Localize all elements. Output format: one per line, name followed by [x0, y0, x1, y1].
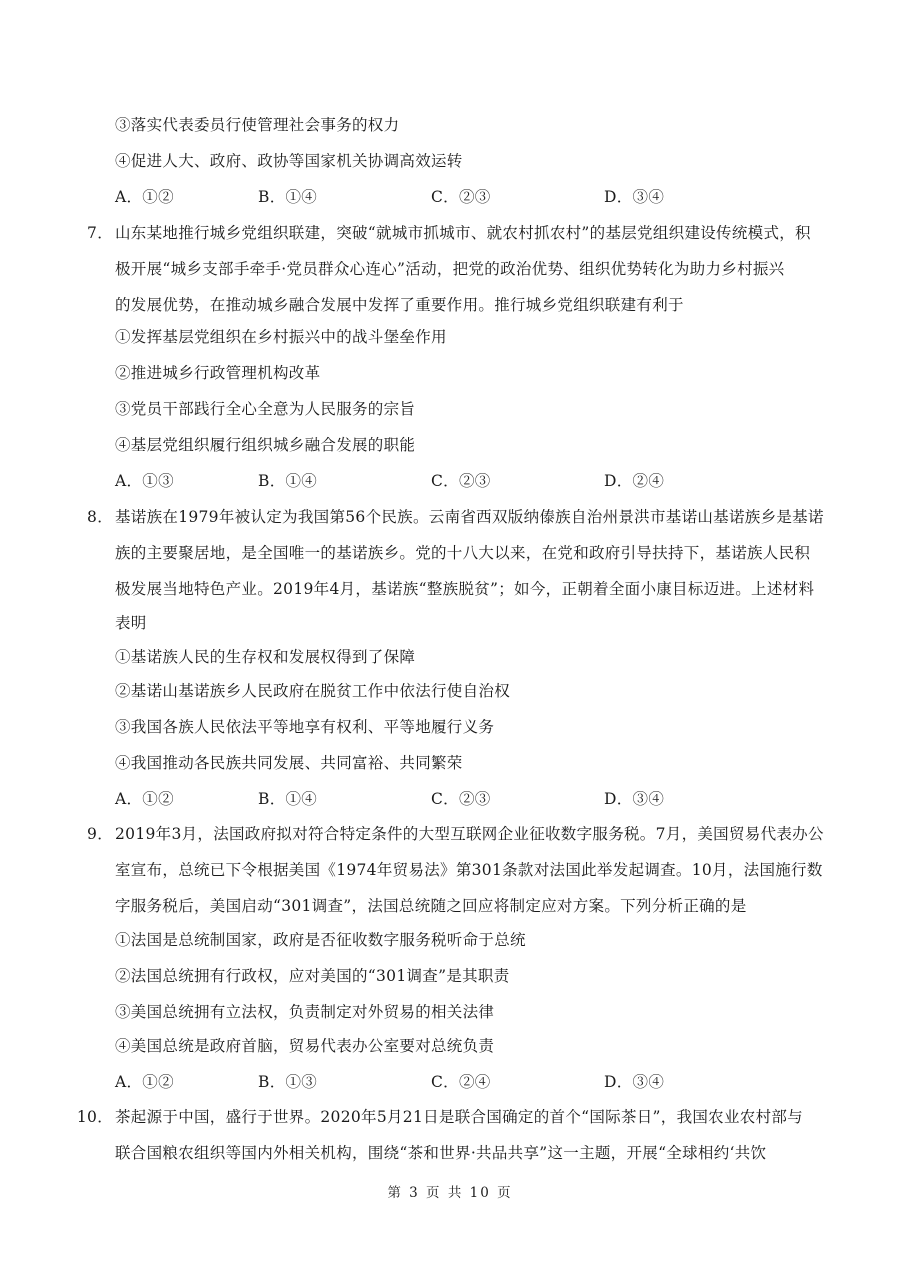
- q9-option-d: D．③④: [604, 1073, 665, 1091]
- q9-option-b: B．①③: [258, 1073, 318, 1091]
- q7-option-b: B．①④: [258, 472, 318, 490]
- q6-option-c: C．②③: [431, 188, 491, 206]
- q10-stem-line-2: 联合国粮农组织等国内外相关机构，围绕“茶和世界·共品共享”这一主题，开展“全球相约‘共饮: [115, 1144, 767, 1162]
- q7-item-3: ③党员干部践行全心全意为人民服务的宗旨: [115, 400, 416, 418]
- q9-number: 9．: [87, 825, 113, 843]
- q7-stem-text-1: 山东某地推行城乡党组织联建，突破“就城市抓城市、就农村抓农村”的基层党组织建设传统模式，积: [115, 224, 811, 242]
- q9-item-2: ②法国总统拥有行政权，应对美国的“301调查”是其职责: [115, 967, 510, 985]
- q7-item-1: ①发挥基层党组织在乡村振兴中的战斗堡垒作用: [115, 328, 447, 346]
- q7-option-d: D．②④: [604, 472, 665, 490]
- q7-stem-line-3: 的发展优势，在推动城乡融合发展中发挥了重要作用。推行城乡党组织联建有利于: [115, 296, 684, 314]
- q7-item-4: ④基层党组织履行组织城乡融合发展的职能: [115, 436, 416, 454]
- q6-item-4: ④促进人大、政府、政协等国家机关协调高效运转: [115, 152, 463, 170]
- q9-item-1: ①法国是总统制国家，政府是否征收数字服务税听命于总统: [115, 931, 526, 949]
- q8-option-c: C．②③: [431, 790, 491, 808]
- q8-stem-text-1: 基诺族在1979年被认定为我国第56个民族。云南省西双版纳傣族自治州景洪市基诺山基诺族乡是基诺: [115, 508, 824, 526]
- q7-option-a: A．①③: [115, 472, 174, 490]
- q9-item-3: ③美国总统拥有立法权，负责制定对外贸易的相关法律: [115, 1003, 495, 1021]
- q8-option-a: A．①②: [115, 790, 174, 808]
- q8-stem-line-3: 极发展当地特色产业。2019年4月，基诺族“整族脱贫”；如今，正朝着全面小康目标迈进。上述材料: [115, 580, 815, 598]
- q8-item-4: ④我国推动各民族共同发展、共同富裕、共同繁荣: [115, 754, 463, 772]
- q7-stem-line-2: 极开展“城乡支部手牵手·党员群众心连心”活动，把党的政治优势、组织优势转化为助力乡村振兴: [115, 260, 785, 278]
- q7-option-c: C．②③: [431, 472, 491, 490]
- q6-option-a: A．①②: [115, 188, 174, 206]
- q8-stem-line-4: 表明: [115, 614, 147, 632]
- q7-item-2: ②推进城乡行政管理机构改革: [115, 364, 321, 382]
- q9-option-c: C．②④: [431, 1073, 491, 1091]
- q9-option-a: A．①②: [115, 1073, 174, 1091]
- q8-number: 8．: [87, 508, 113, 526]
- q10-number: 10．: [76, 1108, 113, 1126]
- q8-item-1: ①基诺族人民的生存权和发展权得到了保障: [115, 648, 416, 666]
- q8-option-b: B．①④: [258, 790, 318, 808]
- q8-stem-line-2: 族的主要聚居地，是全国唯一的基诺族乡。党的十八大以来，在党和政府引导扶持下，基诺族人民积: [115, 544, 811, 562]
- q7-number: 7．: [87, 224, 113, 242]
- q10-stem-text-1: 茶起源于中国，盛行于世界。2020年5月21日是联合国确定的首个“国际茶日”，我国农业农村部与: [115, 1108, 803, 1126]
- q10-stem-line-1: [76, 1102, 803, 1132]
- q6-item-3: ③落实代表委员行使管理社会事务的权力: [115, 116, 400, 134]
- q9-stem-line-1: [87, 819, 824, 849]
- q9-stem-line-3: 字服务税后，美国启动“301调查”，法国总统随之回应将制定应对方案。下列分析正确的是: [115, 897, 747, 915]
- q9-stem-line-2: 室宣布，总统已下令根据美国《1974年贸易法》第301条款对法国此举发起调查。10月，法国施行数: [115, 861, 823, 879]
- q8-stem-line-1: [87, 502, 824, 532]
- q6-option-b: B．①④: [258, 188, 318, 206]
- q7-stem-line-1: [87, 218, 811, 248]
- q8-item-2: ②基诺山基诺族乡人民政府在脱贫工作中依法行使自治权: [115, 682, 511, 700]
- q9-stem-text-1: 2019年3月，法国政府拟对符合特定条件的大型互联网企业征收数字服务税。7月，美国贸易代表办公: [115, 825, 824, 843]
- q9-item-4: ④美国总统是政府首脑，贸易代表办公室要对总统负责: [115, 1037, 495, 1055]
- q8-item-3: ③我国各族人民依法平等地享有权利、平等地履行义务: [115, 718, 495, 736]
- q8-option-d: D．③④: [604, 790, 665, 808]
- page-footer: 第 3 页 共 10 页: [387, 1185, 513, 1201]
- q6-option-d: D．③④: [604, 188, 665, 206]
